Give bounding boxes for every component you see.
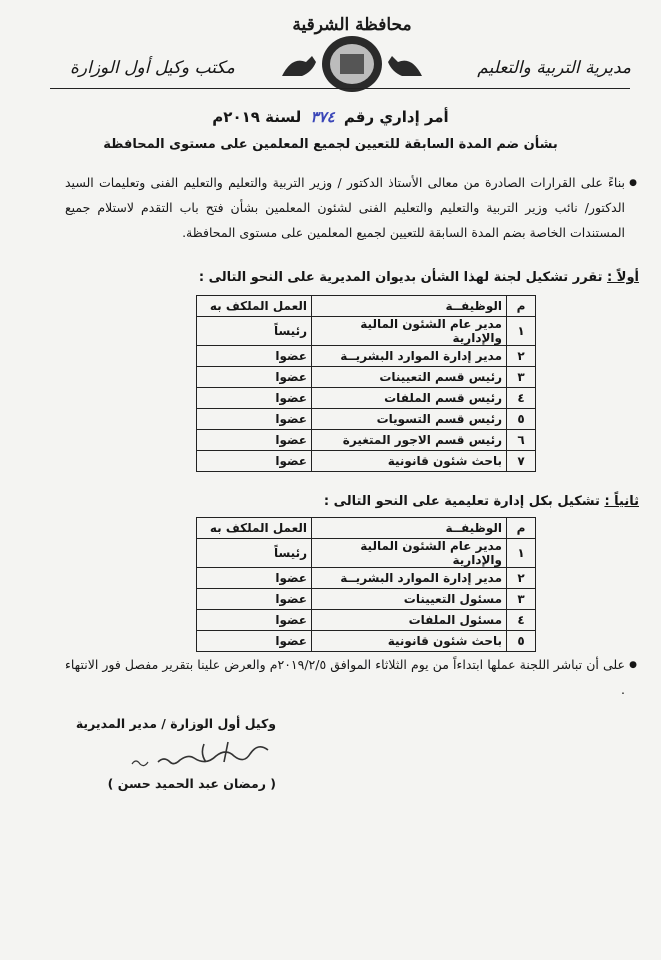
- section-one-lead: أولاً :: [607, 270, 639, 285]
- row-task: عضوا: [197, 631, 312, 652]
- row-job: رئيس قسم التسويات: [312, 409, 507, 430]
- row-task: رئيساً: [197, 539, 312, 568]
- table-row: [197, 589, 536, 610]
- col-num-header: م: [507, 296, 536, 317]
- row-number: ٣: [507, 589, 536, 610]
- row-number: ١: [507, 539, 536, 568]
- row-number: ٢: [507, 568, 536, 589]
- row-task: عضوا: [197, 589, 312, 610]
- col-job-header: الوظيفــة: [312, 296, 507, 317]
- row-job: مدير عام الشئون المالية والإدارية: [312, 317, 507, 346]
- row-job: مدير إدارة الموارد البشريــة: [312, 346, 507, 367]
- order-subject: بشأن ضم المدة السابقة للتعيين لجميع المعلمين على مستوى المحافظة: [103, 137, 558, 152]
- closing-paragraph: على أن تباشر اللجنة عملها ابتداءاً من يوم الثلاثاء الموافق ٢٠١٩/٢/٥م والعرض علينا بتقرير مفصل فور الانتهاء .: [65, 657, 625, 697]
- row-number: ٤: [507, 388, 536, 409]
- section-two-lead: ثانياً :: [604, 494, 639, 509]
- intro-paragraph: بناءً على القرارات الصادرة من معالى الأستاذ الدكتور / وزير التربية والتعليم والتعليم الفنى وتعليمات السيد الدكتور/ نائب وزير التربية والتعليم والتعليم الفنى لشئون المعلمين بشأن فتح باب التقدم لاستلام جميع المستندات الخاصة بضم المدة السابقة للتعيين لجميع المعلمين على مستوى المحافظة.: [65, 175, 625, 240]
- row-number: ١: [507, 317, 536, 346]
- table-row: [197, 346, 536, 367]
- table-row: [197, 430, 536, 451]
- row-job: مسئول الملفات: [312, 610, 507, 631]
- section-two-heading: [324, 494, 639, 509]
- table-row: [197, 539, 536, 568]
- row-task: عضوا: [197, 451, 312, 472]
- row-number: ٢: [507, 346, 536, 367]
- row-job: باحث شئون قانونية: [312, 631, 507, 652]
- table-row: [197, 367, 536, 388]
- row-task: عضوا: [197, 409, 312, 430]
- order-title: [0, 108, 661, 126]
- order-year: لسنة ٢٠١٩م: [212, 108, 302, 126]
- col-num-header: م: [507, 518, 536, 539]
- row-number: ٦: [507, 430, 536, 451]
- office-header: مكتب وكيل أول الوزارة: [70, 58, 235, 78]
- row-job: مدير عام الشئون المالية والإدارية: [312, 539, 507, 568]
- section-two-text: تشكيل بكل إدارة تعليمية على النحو التالى :: [323, 494, 600, 509]
- row-job: رئيس قسم الملفات: [312, 388, 507, 409]
- governorate-name: محافظة الشرقية: [292, 15, 412, 35]
- row-task: عضوا: [197, 430, 312, 451]
- section-one-heading: [199, 270, 639, 285]
- table-row: [197, 317, 536, 346]
- governorate-emblem: [262, 6, 442, 96]
- row-job: مدير إدارة الموارد البشريــة: [312, 568, 507, 589]
- row-task: عضوا: [197, 568, 312, 589]
- handwritten-signature: [118, 736, 278, 774]
- row-job: مسئول التعيينات: [312, 589, 507, 610]
- col-task-header: العمل الملكف به: [197, 296, 312, 317]
- row-job: رئيس قسم التعيينات: [312, 367, 507, 388]
- col-job-header: الوظيفــة: [312, 518, 507, 539]
- row-task: عضوا: [197, 367, 312, 388]
- row-number: ٣: [507, 367, 536, 388]
- table-row: [197, 409, 536, 430]
- col-task-header: العمل الملكف به: [197, 518, 312, 539]
- row-task: عضوا: [197, 388, 312, 409]
- order-number: ٣٧٤: [310, 108, 335, 126]
- row-number: ٤: [507, 610, 536, 631]
- table-header-row: [197, 518, 536, 539]
- row-number: ٧: [507, 451, 536, 472]
- table-row: [197, 451, 536, 472]
- row-number: ٥: [507, 631, 536, 652]
- table-row: [197, 610, 536, 631]
- ministry-committee-table: [196, 295, 536, 472]
- row-task: رئيساً: [197, 317, 312, 346]
- order-prefix: أمر إداري رقم: [343, 108, 449, 126]
- row-task: عضوا: [197, 610, 312, 631]
- bullet-icon: ●: [629, 660, 637, 670]
- table-row: [197, 388, 536, 409]
- table-row: [197, 568, 536, 589]
- table-row: [197, 631, 536, 652]
- bullet-icon: ●: [629, 178, 637, 188]
- directorate-header: مديرية التربية والتعليم: [477, 58, 631, 78]
- header-divider: [50, 88, 630, 89]
- section-one-text: تقرر تشكيل لجنة لهذا الشأن بديوان المديرية على النحو التالى :: [198, 270, 603, 285]
- signatory-title: وكيل أول الوزارة / مدير المديرية: [75, 716, 276, 731]
- row-job: رئيس قسم الاجور المتغيرة: [312, 430, 507, 451]
- table-header-row: [197, 296, 536, 317]
- district-committee-table: [196, 517, 536, 652]
- row-job: باحث شئون قانونية: [312, 451, 507, 472]
- row-number: ٥: [507, 409, 536, 430]
- signatory-name: ( رمضان عبد الحميد حسن ): [107, 776, 276, 791]
- row-task: عضوا: [197, 346, 312, 367]
